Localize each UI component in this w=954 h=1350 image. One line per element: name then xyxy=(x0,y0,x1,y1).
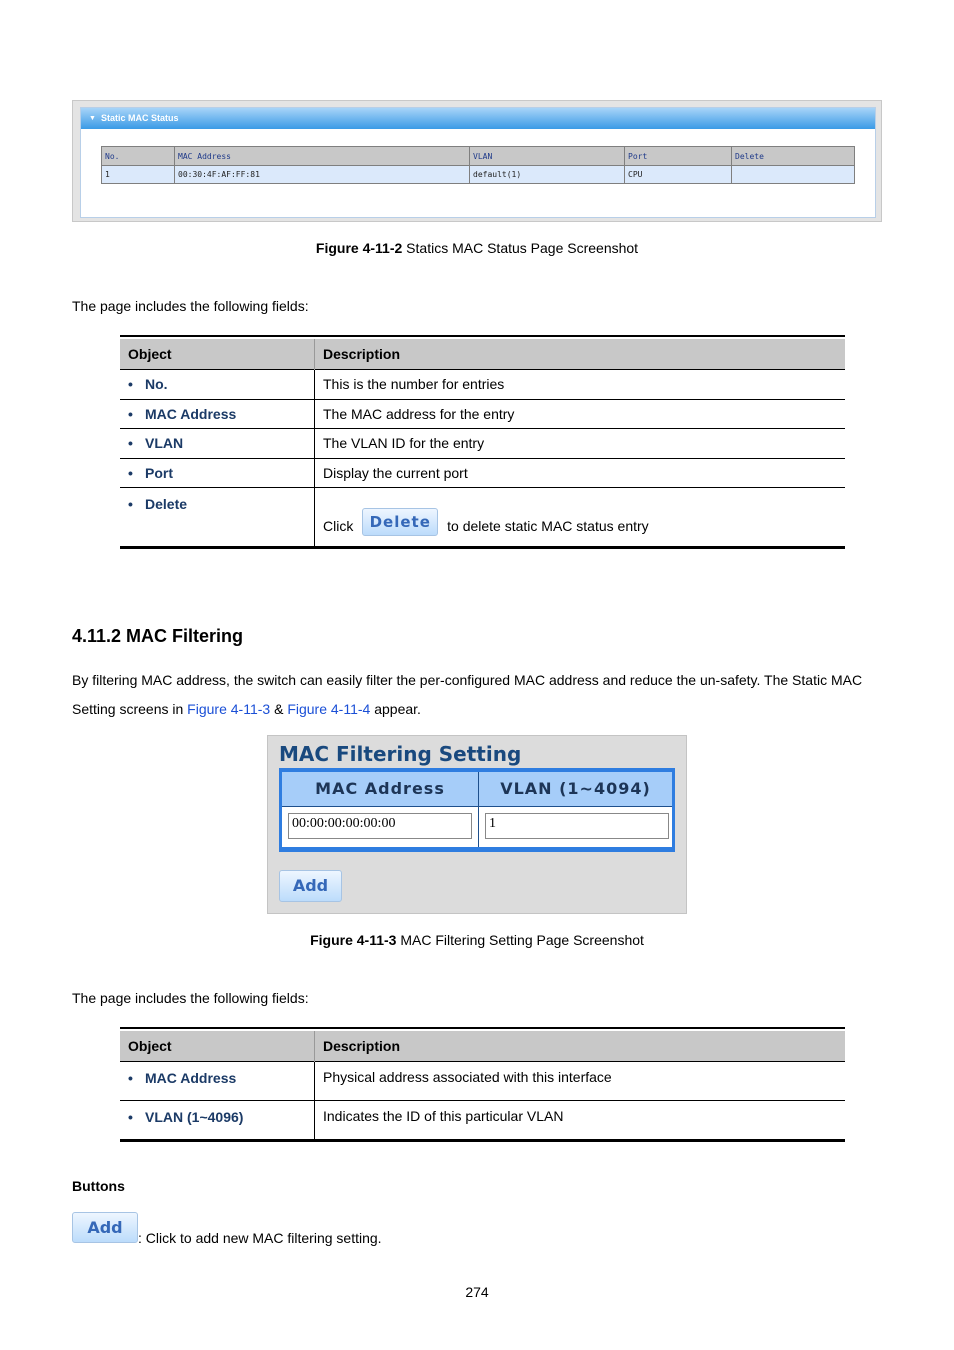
bullet-icon: • xyxy=(128,376,133,392)
col-mac-address: MAC Address xyxy=(175,147,470,166)
table2-bottom-rule xyxy=(120,1139,845,1142)
bullet-icon: • xyxy=(128,405,133,422)
mac-address-input[interactable]: 00:00:00:00:00:00 xyxy=(288,813,472,839)
object-name: Port xyxy=(145,464,173,481)
object-name: VLAN xyxy=(145,435,184,451)
description-cell: Physical address associated with this interface xyxy=(315,1061,846,1100)
header-vlan: VLAN (1~4094) xyxy=(479,772,672,806)
caption-label: Figure 4-11-3 xyxy=(310,932,397,948)
panel-title: Static MAC Status xyxy=(101,113,179,123)
section-heading: 4.11.2 MAC Filtering xyxy=(72,626,244,646)
bullet-icon: • xyxy=(128,464,133,481)
table-header-row xyxy=(102,147,855,166)
static-mac-table xyxy=(101,146,855,184)
desc-prefix: Click xyxy=(323,517,354,534)
object-name: VLAN (1~4096) xyxy=(145,1108,244,1125)
section-para-line1: By filtering MAC address, the switch can easily filter the per-configured MAC address and reduce the un-safety. The Static MAC xyxy=(72,672,863,688)
object-cell xyxy=(120,428,315,458)
object-name: Delete xyxy=(145,495,188,512)
intro-text-2: The page includes the following fields: xyxy=(72,990,309,1006)
table-row xyxy=(120,428,845,458)
para-text: & xyxy=(270,701,288,717)
para-text: Setting screens in xyxy=(72,701,188,717)
col-port: Port xyxy=(625,147,732,166)
table-row xyxy=(120,458,845,487)
para-text: appear. xyxy=(370,701,421,717)
mac-filtering-table xyxy=(279,768,675,852)
table2-top-rule xyxy=(120,1027,845,1029)
bullet-icon: • xyxy=(128,495,133,512)
column-divider xyxy=(478,772,479,847)
table1-bottom-rule xyxy=(120,546,845,549)
description-cell: Display the current port xyxy=(315,458,846,487)
bullet-icon: • xyxy=(128,1069,133,1086)
object-cell xyxy=(120,458,315,487)
table-row xyxy=(120,1061,845,1100)
cell-port: CPU xyxy=(625,166,732,184)
desc-suffix: to delete static MAC status entry xyxy=(447,517,649,534)
intro-text-1: The page includes the following fields: xyxy=(72,298,309,314)
table-row xyxy=(120,1100,845,1140)
vlan-input[interactable]: 1 xyxy=(485,813,669,839)
fields-table-2 xyxy=(120,1031,845,1140)
col-delete: Delete xyxy=(732,147,855,166)
table-header-row xyxy=(120,1031,845,1061)
mac-filtering-title: MAC Filtering Setting xyxy=(279,742,522,766)
description-cell: This is the number for entries xyxy=(315,369,846,399)
table-row xyxy=(120,399,845,428)
object-cell xyxy=(120,399,315,428)
bullet-icon: • xyxy=(128,1108,133,1125)
col-no: No. xyxy=(102,147,175,166)
caption-text: Statics MAC Status Page Screenshot xyxy=(402,240,639,256)
panel-header[interactable] xyxy=(81,108,875,129)
col-vlan: VLAN xyxy=(470,147,625,166)
object-cell xyxy=(120,369,315,399)
collapse-arrow-icon[interactable]: ▼ xyxy=(89,115,96,122)
delete-button[interactable]: Delete xyxy=(362,508,438,536)
object-cell xyxy=(120,1100,315,1140)
description-cell xyxy=(315,487,846,546)
cell-delete[interactable] xyxy=(732,166,855,184)
description-cell: The VLAN ID for the entry xyxy=(315,428,846,458)
cell-vlan: default(1) xyxy=(470,166,625,184)
description-cell: Indicates the ID of this particular VLAN xyxy=(315,1100,846,1140)
figure-link-4-11-4[interactable]: Figure 4-11-4 xyxy=(287,701,371,717)
table-row xyxy=(102,166,855,184)
buttons-heading: Buttons xyxy=(72,1178,125,1194)
header-object: Object xyxy=(120,339,315,369)
table-row xyxy=(120,487,845,546)
figure-caption-1 xyxy=(0,240,954,256)
object-name: MAC Address xyxy=(145,1069,237,1086)
description-cell: The MAC address for the entry xyxy=(315,399,846,428)
bullet-icon: • xyxy=(128,435,133,451)
caption-label: Figure 4-11-2 xyxy=(315,240,403,256)
header-description: Description xyxy=(315,1031,846,1061)
row-divider xyxy=(282,806,672,807)
add-button[interactable]: Add xyxy=(279,870,342,902)
caption-text: MAC Filtering Setting Page Screenshot xyxy=(396,932,644,948)
figure-caption-2 xyxy=(0,932,954,948)
header-description: Description xyxy=(315,339,846,369)
table-header-row xyxy=(120,339,845,369)
table-row xyxy=(120,369,845,399)
page-number: 274 xyxy=(465,1284,489,1300)
header-mac-address: MAC Address xyxy=(282,772,478,806)
cell-no: 1 xyxy=(102,166,175,184)
figure-link-4-11-3[interactable]: Figure 4-11-3 xyxy=(187,701,271,717)
cell-mac: 00:30:4F:AF:FF:81 xyxy=(175,166,470,184)
header-object: Object xyxy=(120,1031,315,1061)
fields-table-1 xyxy=(120,339,845,546)
object-cell xyxy=(120,487,315,546)
object-name: MAC Address xyxy=(145,405,237,422)
add-button-legend[interactable]: Add xyxy=(72,1212,138,1243)
table1-top-rule xyxy=(120,335,845,337)
add-button-description: : Click to add new MAC filtering setting. xyxy=(138,1230,382,1246)
object-cell xyxy=(120,1061,315,1100)
section-para-line2 xyxy=(72,701,421,717)
object-name: No. xyxy=(145,376,168,392)
